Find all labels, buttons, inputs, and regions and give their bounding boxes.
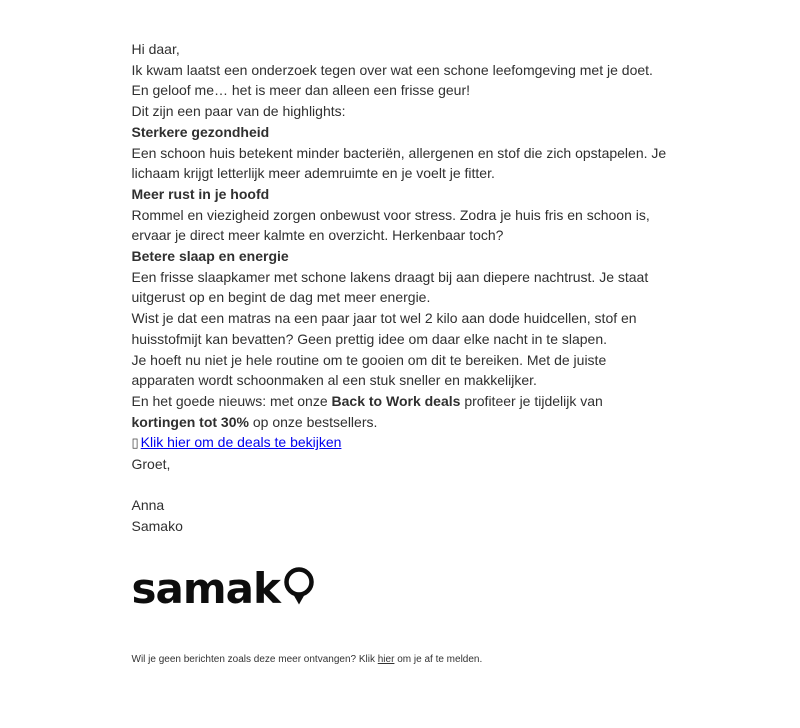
unsubscribe-link[interactable]: hier (377, 653, 395, 665)
blank-line (132, 475, 669, 496)
footer-text-after: om je af te melden. (394, 653, 483, 665)
signoff: Groet, (131, 456, 171, 473)
deals-bold-back-to-work: Back to Work deals (331, 392, 461, 409)
logo-wordmark-text: samak (131, 563, 280, 613)
signature-company: Samako (131, 518, 183, 535)
highlight-text-sleep: Een frisse slaapkamer met schone lakens draagt bij aan diepere nachtrust. Je staat uitgerust op en begint de dag met meer energie. (131, 268, 649, 306)
footer-text-before: Wil je geen berichten zoals deze meer ontvangen? Klik (131, 653, 378, 665)
intro-paragraph-highlights: Dit zijn een paar van de highlights: (131, 103, 346, 120)
logo-pin-o-icon (282, 567, 316, 607)
deals-paragraph (132, 391, 669, 432)
deals-bold-discount: kortingen tot 30% (131, 413, 249, 430)
deals-text-suffix: op onze bestsellers. (248, 413, 378, 430)
highlight-title-calm: Meer rust in je hoofd (131, 185, 270, 202)
missing-glyph-icon: ▯ (131, 435, 139, 451)
intro-paragraph-research: Ik kwam laatst een onderzoek tegen over wat een schone leefomgeving met je doet. (131, 61, 653, 78)
cta-line (132, 432, 669, 454)
intro-paragraph-believe: En geloof me… het is meer dan alleen een frisse geur! (131, 82, 471, 99)
samako-logo (131, 563, 669, 613)
highlight-text-health: Een schoon huis betekent minder bacteriën, allergenen en stof die zich opstapelen. Je lichaam krijgt letterlijk meer ademruimte en je voelt je fitter. (131, 144, 667, 182)
greeting: Hi daar, (131, 41, 180, 57)
signature-name: Anna (131, 497, 165, 514)
highlight-title-health: Sterkere gezondheid (131, 123, 270, 140)
highlight-title-sleep: Betere slaap en energie (131, 248, 289, 265)
deals-text-middle: profiteer je tijdelijk van (460, 392, 603, 409)
view-deals-link[interactable]: Klik hier om de deals te bekijken (140, 434, 342, 451)
unsubscribe-footer (132, 653, 669, 666)
deals-text-prefix: En het goede nieuws: met onze (131, 392, 332, 409)
email-body (132, 0, 669, 666)
highlight-text-calm: Rommel en viezigheid zorgen onbewust voor stress. Zodra je huis fris en schoon is, ervaar je direct meer kalmte en overzicht. Herkenbaar toch? (131, 206, 650, 244)
routine-paragraph: Je hoeft nu niet je hele routine om te gooien om dit te bereiken. Met de juiste apparaten wordt schoonmaken al een stuk sneller en makkelijker. (131, 351, 607, 389)
mattress-fact-paragraph: Wist je dat een matras na een paar jaar tot wel 2 kilo aan dode huidcellen, stof en huisstofmijt kan bevatten? Geen prettig idee om daar elke nacht in te slapen. (131, 310, 637, 347)
